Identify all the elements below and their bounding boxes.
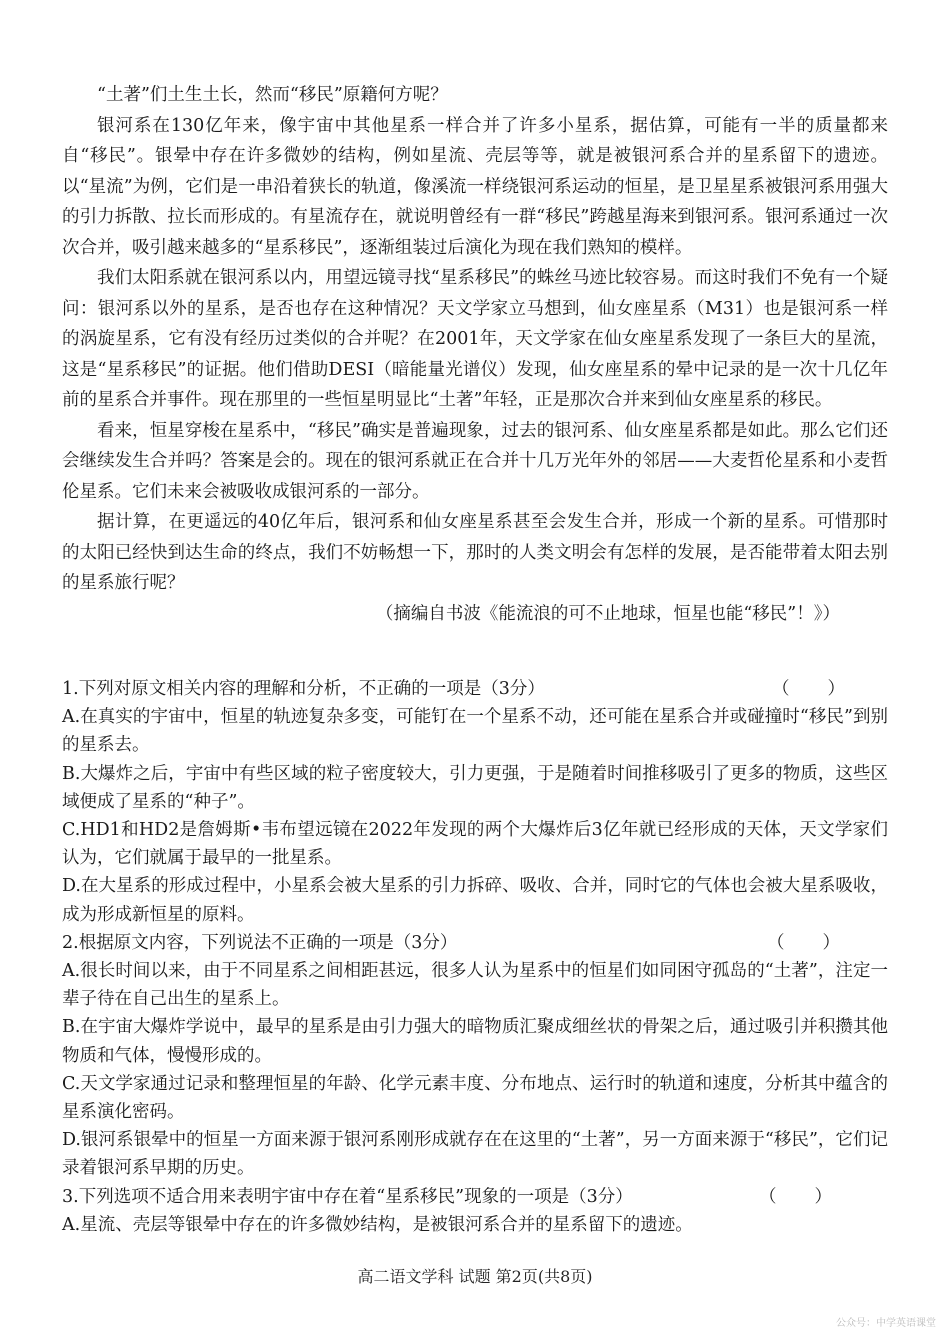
- passage-paragraph: 银河系在130亿年来，像宇宙中其他星系一样合并了许多小星系，据估算，可能有一半的质量都来自“移民”。银晕中存在许多微妙的结构，例如星流、壳层等等，就是被银河系合并的星系留下的遗迹。以“星流”为例，它们是一串沿着狭长的轨道，像溪流一样绕银河系运动的恒星，是卫星星系被银河系用强大的引力拆散、拉长而形成的。有星流存在，就说明曾经有一群“移民”跨越星海来到银河系。银河系通过一次次合并，吸引越来越多的“星系移民”，逐渐组装过后演化为现在我们熟知的模样。: [62, 115, 888, 258]
- passage-paragraph: 据计算，在更遥远的40亿年后，银河系和仙女座星系甚至会发生合并，形成一个新的星系。可惜那时的太阳已经快到达生命的终点，我们不妨畅想一下，那时的人类文明会有怎样的发展，是否能带着太阳去别的星系旅行呢？: [62, 512, 888, 593]
- answer-blank: （ ）: [759, 1186, 833, 1207]
- option-d: D.银河系银晕中的恒星一方面来源于银河系刚形成就存在在这里的“土著”，另一方面来源于“移民”，它们记录着银河系早期的历史。: [62, 1130, 888, 1179]
- question-text: 3.下列选项不适合用来表明宇宙中存在着“星系移民”现象的一项是（3分）: [62, 1186, 633, 1207]
- answer-blank: （ ）: [772, 679, 846, 699]
- option-d: D.在大星系的形成过程中，小星系会被大星系的引力拆碎、吸收、合并，同时它的气体也会被大星系吸收，成为形成新恒星的原料。: [62, 876, 888, 925]
- option-a: A.在真实的宇宙中，恒星的轨迹复杂多变，可能钉在一个星系不动，还可能在星系合并或碰撞时“移民”到别的星系去。: [62, 707, 888, 756]
- option-c: C.天文学家通过记录和整理恒星的年龄、化学元素丰度、分布地点、运行时的轨道和速度，分析其中蕴含的星系演化密码。: [62, 1073, 888, 1123]
- question-1-stem: [62, 675, 888, 703]
- passage-paragraph: “土著”们土生土长，然而“移民”原籍何方呢？: [97, 85, 448, 105]
- question-2-stem: [62, 929, 888, 957]
- option-a: A.很长时间以来，由于不同星系之间相距甚远，很多人认为星系中的恒星们如同困守孤岛的“土著”，注定一辈子待在自己出生的星系上。: [62, 961, 888, 1010]
- option-c: C.HD1和HD2是詹姆斯•韦布望远镜在2022年发现的两个大爆炸后3亿年就已经形成的天体，天文学家们认为，它们就属于最早的一批星系。: [62, 820, 888, 869]
- question-3-stem: [62, 1183, 888, 1211]
- option-b: B.在宇宙大爆炸学说中，最早的星系是由引力强大的暗物质汇聚成细丝状的骨架之后，通过吸引并积攒其他物质和气体，慢慢形成的。: [62, 1017, 888, 1066]
- question-text: 1.下列对原文相关内容的理解和分析，不正确的一项是（3分）: [62, 679, 545, 699]
- passage-paragraph: 看来，恒星穿梭在星系中，“移民”确实是普遍现象，过去的银河系、仙女座星系都是如此。那么它们还会继续发生合并吗？答案是会的。现在的银河系就正在合并十几万光年外的邻居——大麦哲伦星系和小麦哲伦星系。它们未来会被吸收成银河系的一部分。: [62, 420, 888, 502]
- option-b: B.大爆炸之后，宇宙中有些区域的粒子密度较大，引力更强，于是随着时间推移吸引了更多的物质，这些区域便成了星系的“种子”。: [62, 763, 888, 812]
- answer-blank: （ ）: [767, 932, 841, 953]
- passage-paragraph: 我们太阳系就在银河系以内，用望远镜寻找“星系移民”的蛛丝马迹比较容易。而这时我们不免有一个疑问：银河系以外的星系，是否也存在这种情况？天文学家立马想到，仙女座星系（M31）也是银河系一样的涡旋星系，它有没有经历过类似的合并呢？在2001年，天文学家在仙女座星系发现了一条巨大的星流，这是“星系移民”的证据。他们借助DESI（暗能量光谱仪）发现，仙女座星系的晕中记录的是一次十几亿年前的星系合并事件。现在那里的一些恒星明显比“土著”年轻，正是那次合并来到仙女座星系的移民。: [62, 268, 888, 410]
- reading-passage: [62, 80, 888, 629]
- question-text: 2.根据原文内容，下列说法不正确的一项是（3分）: [62, 932, 458, 953]
- passage-source: （摘编自书波《能流浪的可不止地球，恒星也能“移民”！》）: [375, 603, 840, 624]
- watermark: 公众号：中学英语课堂: [836, 1318, 936, 1329]
- option-a: A.星流、壳层等银晕中存在的许多微妙结构，是被银河系合并的星系留下的遗迹。: [62, 1214, 693, 1235]
- question-list: [62, 675, 888, 1239]
- page-footer: 高二语文学科 试题 第2页(共8页): [357, 1267, 593, 1286]
